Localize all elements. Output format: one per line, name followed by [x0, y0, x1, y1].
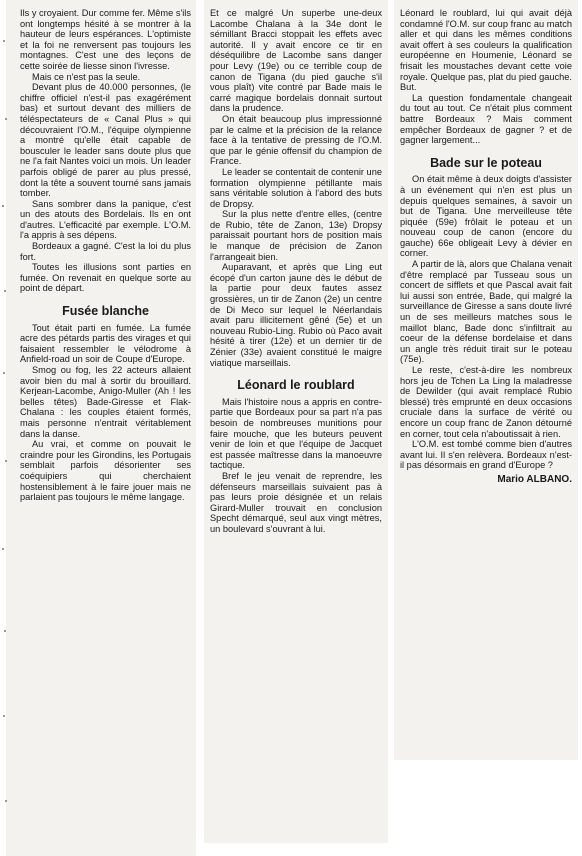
paragraph: Ils y croyaient. Dur comme fer. Même s'ils ont longtemps hésité à se montrer à la hauteur de leurs espérances. L'optimiste et la foi ne renversent pas toujours les montagnes. C'est une des leçons de cette soirée de liesse sinon l'ivresse. [20, 8, 191, 71]
scan-speck [4, 290, 6, 292]
paragraph: La question fondamentale changeait du tout au tout. Ce n'était plus comment battre Bordeaux ? Mais comment empêcher Bordeaux de gagner ? et de gagner largement... [400, 92, 572, 146]
paragraph: L'O.M. est tombé comme bien d'autres avant lui. Il s'en relèvera. Bordeaux n'est-il pas désormais en grand d'Europe ? [400, 439, 572, 471]
scan-speck [4, 630, 6, 632]
article-column-1 [6, 0, 196, 856]
paragraph: Léonard le roublard, lui qui avait déjà condamné l'O.M. sur coup franc au match aller et qui dans les mêmes conditions avait offert à ses couleurs la qualification européenne en Houmenie, Léonard se frisait les moustaches devant cette voie royale. Quelque pas, plat du pied gauche. But. [400, 8, 572, 93]
paragraph: Toutes les illusions sont parties en fumée. On revenait en quelque sorte au point de départ. [20, 262, 191, 294]
scan-speck [5, 800, 7, 802]
scan-speck [3, 40, 5, 42]
scan-speck [5, 460, 7, 462]
scan-speck [3, 715, 5, 717]
paragraph: Sans sombrer dans la panique, c'est un des atouts des Bordelais. Ils en ont d'autres. L'efficacité par exemple. L'O.M. l'a appris à ses dépens. [20, 198, 191, 241]
paragraph: Mais l'histoire nous a appris en contre-partie que Bordeaux pour sa part n'a pas besoin de nombreuses munitions pour faire mouche, que les buteurs peuvent venir de loin et que l'équipe de Jacquet est passée maîtresse dans la manoeuvre tactique. [210, 396, 382, 471]
subheading-fusee-blanche: Fusée blanche [62, 304, 149, 319]
paragraph: Devant plus de 40.000 personnes, (le chiffre officiel n'est-il pas exagérément bas) et surtout devant des milliers de téléspectateurs de « Canal Plus » qui découvraient l'O.M., l'équipe olympienne a montré qu'elle était capable de bousculer le leader sans doute plus que ne l'a fait Nantes voici un mois. Un leader parfois obligé de parer au plus pressé, dont la tête a souvent tourné sans jamais tomber. [20, 82, 191, 199]
paragraph: Bref le jeu venait de reprendre, les défenseurs marseillais suivaient pas à pas leurs proie désignée et un relais Girard-Muller trouvait en conclusion Specht démarqué, seul aux vingt mètres, un boulevard s'ouvrant à lui. [210, 470, 382, 534]
paragraph: Le reste, c'est-à-dire les nombreux hors jeu de Tchen La Ling la maladresse de Dewilder (qui avait remplacé Rubio blessé) très emprunté en deux occasions cruciale dans la surface de vérité ou encore un coup franc de Zanon détourné en corner, tout cela n'aboutissait à rien. [400, 365, 572, 439]
paragraph: Le leader se contentait de contenir une formation olympienne pétillante mais sans véritable solution à l'abord des buts de Dropsy. [210, 166, 382, 209]
paragraph: Et ce malgré Un superbe une-deux Lacombe Chalana à la 34e dont le sémillant Bracci stoppait les effets avec autorité. Il y avait encore ce tir en déséquilibre de Lacombe sans danger pour Levy (19e) ou ce terrible coup de canon de Tigana (du pied gauche s'il vous plaît) vite contré par Bade mais le carré magique bordelais donnait surtout dans la prudence. [210, 8, 382, 114]
article-column-3 [394, 0, 578, 760]
scan-speck [5, 118, 7, 120]
subheading-bade-sur-le-poteau: Bade sur le poteau [430, 155, 542, 170]
paragraph: On était beaucoup plus impressionné par le calme et la précision de la relance face à la tentative de pressing de l'O.M. que par le génie offensif du champion de France. [210, 113, 382, 167]
paragraph: Mais ce n'est pas la seule. [32, 71, 141, 82]
paragraph: A partir de là, alors que Chalana venait d'être remplacé par Tusseau sous un concert de sifflets et que Pascal avait fait lui aussi son entrée, Bade, qui malgré la surveillance de Giresse a sans doute livré un de ses meilleurs matches sous le maillot blanc, Bade donc s'infiltrait au coeur de la défense bordelaise et dans un angle très réduit tirait sur le poteau (75e). [400, 259, 572, 365]
paragraph: Smog ou fog, les 22 acteurs allaient avoir bien du mal à sortir du brouillard. Kerjean-Lacombe, Anigo-Muller (Ah ! les belles têtes) Bade-Giresse et Flak-Chalana : les couples étaient formés, mais personne n'entrait véritablement dans la danse. [20, 365, 191, 439]
article-column-2 [204, 0, 388, 843]
paragraph: Sur la plus nette d'entre elles, (centre de Rubio, tête de Zanon, 13e) Dropsy paraissait pourtant hors de position mais le manque de précision de Zanon l'arrangeait bien. [210, 209, 382, 262]
author-signature: Mario ALBANO. [497, 473, 572, 485]
scan-speck [3, 372, 5, 374]
subheading-leonard-le-roublard: Léonard le roublard [237, 378, 355, 393]
scan-speck [2, 548, 4, 550]
paragraph: On était même à deux doigts d'assister à un événement qui n'en est plus un depuis quelques semaines, à savoir un but de Tigana. Une merveilleuse tête piquée (59e) frôlait le poteau et un nouveau coup de canon (encore du gauche) 66e obligeait Levy à dévier en corner. [400, 174, 572, 259]
paragraph: Au vrai, et comme on pouvait le craindre pour les Girondins, les Portugais semblait parfois désorienter ses coéquipiers qui cherchaient hostensiblement à le faire jouer mais ne parlaient pas toujours le même langage. [20, 439, 191, 503]
paragraph: Tout était parti en fumée. La fumée acre des pétards partis des virages et qui faisaient ressembler le vélodrome à Anfield-road un soir de Coupe d'Europe. [20, 322, 191, 365]
paragraph: Auparavant, et après que Ling eut écopé d'un carton jaune dès le début de la partie pour deux fautes assez grossières, un tir de Zanon (2e) un centre de Di Meco sur lequel le Néerlandais avait paru illicitement gêné (5e) et un nouveau Rubio-Ling. Rubio où Paco avait hésité à tirer (12e) et un dernier tir de Zénier (33e) avaient constitué le maigre viatique marseillais. [210, 262, 382, 368]
scan-speck [2, 205, 4, 207]
paragraph: Bordeaux a gagné. C'est la loi du plus fort. [20, 241, 191, 262]
